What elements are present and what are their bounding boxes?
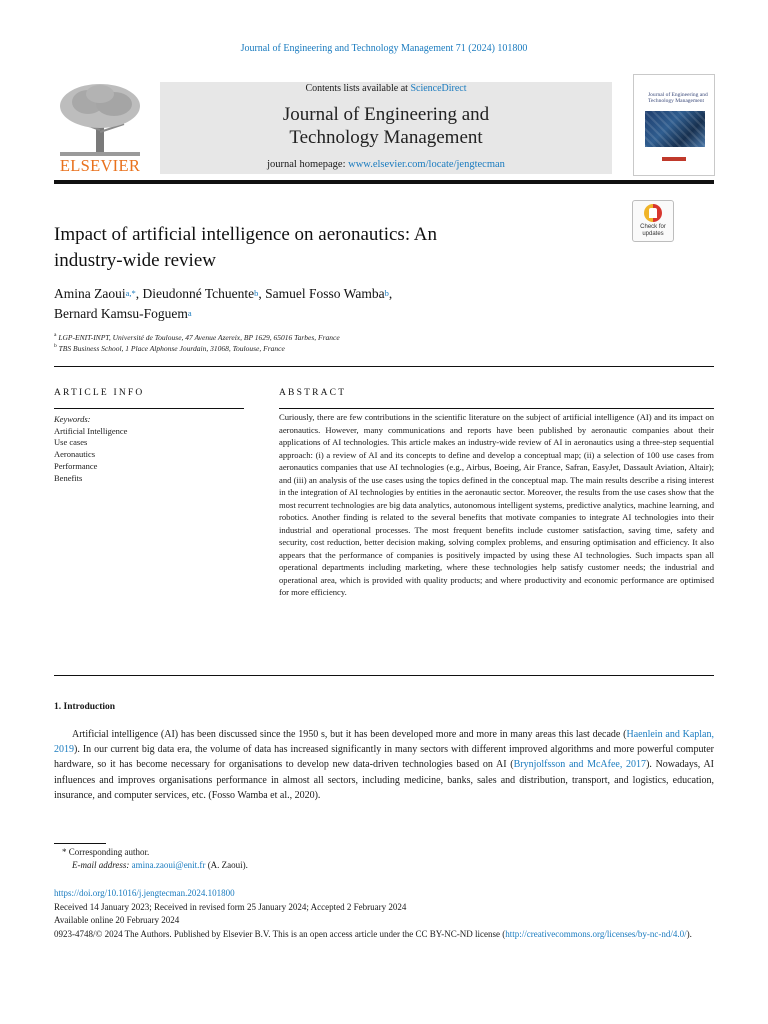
journal-homepage-link[interactable]: www.elsevier.com/locate/jengtecman — [348, 159, 505, 170]
footnote-rule — [54, 843, 106, 844]
running-head[interactable]: Journal of Engineering and Technology Management 71 (2024) 101800 — [240, 43, 528, 54]
cover-artwork — [645, 111, 705, 147]
keyword: Use cases — [54, 437, 88, 448]
author-name[interactable]: Bernard Kamsu-Foguem — [54, 306, 188, 321]
author-separator: , — [258, 286, 266, 301]
check-for-updates-badge[interactable] — [632, 200, 674, 242]
intro-text-part: ). Nowadays, AI influences and improves organisations performance in almost all sectors, including medicine, banks, sales and distribution, transport, and logistics, education, insurance, and computer services, etc. (Fosso Wamba et al., 2020). — [54, 759, 714, 801]
author-affiliation-mark[interactable]: b — [384, 288, 389, 298]
affiliation-mark: b — [54, 343, 57, 349]
divider — [54, 408, 244, 409]
email-link[interactable]: amina.zaoui@enit.fr — [131, 860, 206, 870]
keyword: Aeronautics — [54, 449, 96, 460]
keywords-label: Keywords: — [54, 414, 91, 424]
section-heading-introduction: 1. Introduction — [54, 702, 116, 712]
affiliation-text: TBS Business School, 1 Place Alphonse Jourdain, 31068, Toulouse, France — [58, 344, 285, 353]
divider — [279, 408, 714, 409]
article-info-heading: ARTICLE INFO — [54, 388, 145, 398]
license-link[interactable]: http://creativecommons.org/licenses/by-nc-nd/4.0/ — [505, 929, 687, 939]
affiliation-mark: a — [54, 332, 57, 338]
doi-link[interactable]: https://doi.org/10.1016/j.jengtecman.2024.101800 — [54, 888, 235, 898]
intro-text-part: ). In our current big data era, the volume of data has increased significantly in many sectors with different improved algorithms and more powerful computer hardware, so it has become necessary for organisations to develop new data-driven technologies based on AI ( — [54, 744, 714, 771]
license-statement — [54, 928, 714, 941]
email-label: E-mail address: — [72, 860, 132, 870]
journal-title — [160, 103, 612, 149]
contents-lists-line — [160, 83, 612, 94]
article-history: Received 14 January 2023; Received in revised form 25 January 2024; Accepted 2 February 2024 — [54, 902, 407, 912]
abstract-heading: ABSTRACT — [279, 388, 347, 398]
keywords-block — [54, 414, 244, 484]
check-for-updates-label: Check for updates — [640, 224, 666, 237]
journal-cover-thumbnail[interactable] — [633, 74, 715, 176]
introduction-paragraph — [54, 727, 714, 803]
author-list — [54, 284, 524, 324]
keyword: Performance — [54, 460, 98, 471]
license-text: 0923-4748/© 2024 The Authors. Published by Elsevier B.V. This is an open access article under the CC BY-NC-ND license ( — [54, 929, 506, 939]
citation-link[interactable]: Haenlein and Kaplan, 2019 — [54, 729, 714, 756]
bookmark-icon — [644, 204, 662, 222]
abstract-text: Curiously, there are few contributions in the scientific literature on the subject of artificial intelligence (AI) and its impact on aeronautics. However, many communications and reports have been published by aeronautic companies about their applications of AI technologies. This article makes an industry-wide review of AI in aeronautics using a three-step sequential approach: (i) a review of AI and its concepts to define and develop a conceptual map; (ii) a selection of 100 use cases from aeronautics companies that use AI technologies (e.g., Airbus, Boeing, Air France, Safran, EasyJet, Dassault Aviation, Altair); and (iii) an analysis of the use cases using the topics defined in the conceptual map. The main results describe a rising interest in the integration of AI technologies by entities in the aeronautic sector. Moreover, the results from the use cases show that the most recurrent technologies are big data analytics, autonomous intelligent systems, predictive analytics, machine learning, and robotics. Another finding is related to the several benefits that motivate companies to integrate AI technologies into their industrial and operational processes. The most frequent benefits include customer satisfaction, saving time, safety and security, cost reduction, better decision making, solving complex problems, and ensuring optimisation and efficiency. It also appears that the performance of companies is positively impacted by using these AI technologies. Such impacts span all operational departments including marketing, where these technologies help satisfy customer needs; the industrial and operational area, which is provided with quality products; and where productivity and economic performance are optimised for more efficiency. — [279, 412, 714, 597]
contents-prefix: Contents lists available at — [305, 83, 411, 94]
article-title — [54, 222, 534, 274]
author-separator: , — [388, 286, 393, 301]
keyword: Artificial Intelligence — [54, 425, 128, 436]
author-affiliation-mark[interactable]: b — [254, 288, 259, 298]
author-name[interactable]: Samuel Fosso Wamba — [265, 286, 385, 301]
sciencedirect-link[interactable]: ScienceDirect — [410, 83, 467, 94]
author-affiliation-mark[interactable]: a — [187, 308, 192, 318]
available-online: Available online 20 February 2024 — [54, 915, 180, 925]
article-title-line-2: industry-wide review — [54, 250, 216, 271]
masthead-rule — [54, 180, 714, 184]
affiliation-a — [54, 333, 340, 342]
license-end: ). — [686, 929, 692, 939]
divider — [54, 675, 714, 676]
elsevier-wordmark: ELSEVIER — [59, 156, 141, 175]
journal-homepage-line — [160, 159, 612, 170]
cover-accent-bar — [662, 157, 686, 161]
keyword: Benefits — [54, 472, 83, 483]
divider — [54, 366, 714, 367]
author-name[interactable]: Dieudonné Tchuente — [142, 286, 255, 301]
journal-title-line-2: Technology Management — [289, 127, 483, 148]
author-affiliation-mark[interactable]: a,* — [125, 288, 136, 298]
email-note — [72, 860, 248, 870]
intro-text-part: Artificial intelligence (AI) has been discussed since the 1950 s, but it has been developed more and more in many areas this last decade ( — [72, 729, 627, 740]
author-name[interactable]: Amina Zaoui — [54, 286, 126, 301]
journal-title-line-1: Journal of Engineering and — [282, 104, 490, 125]
author-separator: , — [135, 286, 143, 301]
cover-title: Journal of Engineering and Technology Management — [648, 92, 708, 104]
corresponding-author-note: * Corresponding author. — [62, 847, 150, 857]
affiliation-text: LGP-ENIT-INPT, Université de Toulouse, 47 Avenue Azereix, BP 1629, 65016 Tarbes, France — [58, 333, 340, 342]
homepage-prefix: journal homepage: — [267, 159, 349, 170]
affiliation-b — [54, 344, 285, 353]
citation-link[interactable]: Brynjolfsson and McAfee, 2017 — [513, 759, 647, 771]
email-suffix: (A. Zaoui). — [205, 860, 248, 870]
article-title-line-1: Impact of artificial intelligence on aeronautics: An — [54, 224, 438, 245]
